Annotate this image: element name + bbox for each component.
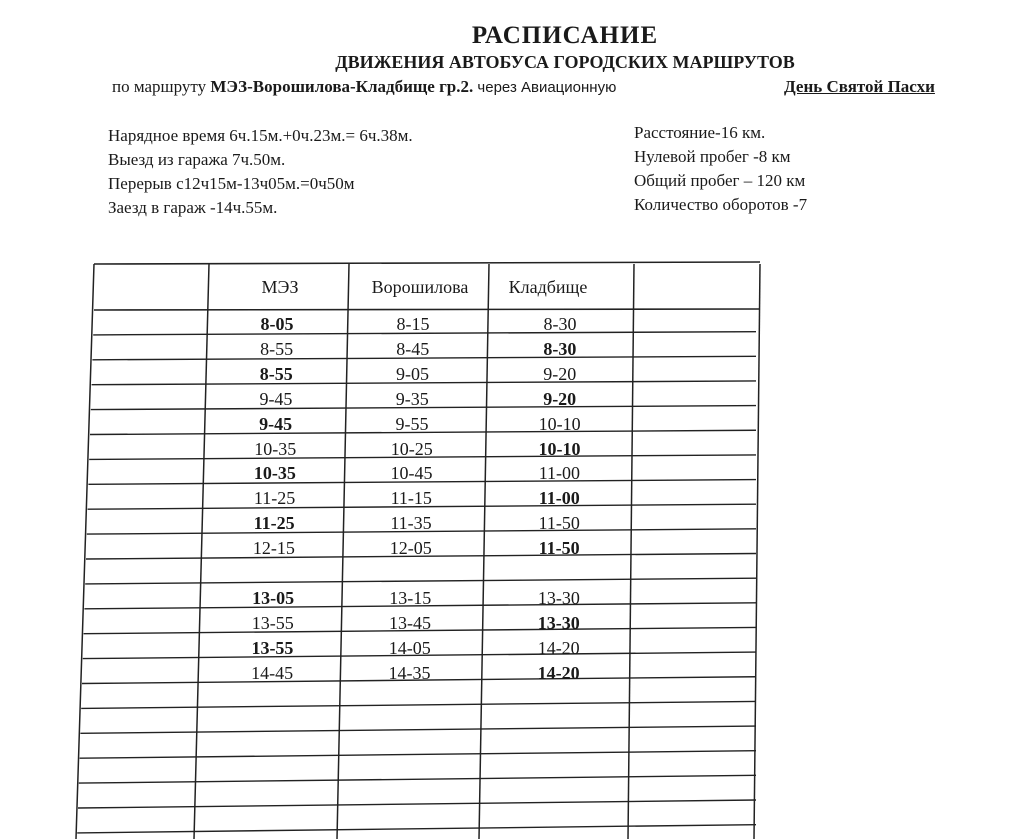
cell-mez: 10-35 [253,463,296,484]
cell-mez: 10-35 [254,438,297,459]
cell-mez: 11-25 [253,488,296,509]
page-title: РАСПИСАНИЕ [471,22,659,49]
page-subtitle: ДВИЖЕНИЯ АВТОБУСА ГОРОДСКИХ МАРШРУТОВ [335,52,795,72]
cell-kladbische: 11-50 [538,538,580,559]
info-left-line: Нарядное время 6ч.15м.+0ч.23м.= 6ч.38м. [108,126,413,145]
grid-line [94,309,760,310]
cell-voroshilova: 13-15 [389,587,432,608]
cell-kladbische: 11-50 [538,513,580,534]
info-right-line: Количество оборотов -7 [634,195,808,214]
cell-kladbische: 14-20 [537,662,580,683]
grid-line [94,262,760,264]
cell-mez: 8-05 [260,314,294,334]
cell-kladbische: 11-00 [538,488,580,509]
grid-line [79,775,756,783]
cell-voroshilova: 11-15 [390,488,432,509]
cell-kladbische: 10-10 [538,413,581,434]
cell-voroshilova: 9-05 [396,363,429,384]
cell-voroshilova: 12-05 [389,538,432,559]
cell-mez: 13-55 [251,637,294,658]
cell-mez: 8-55 [260,338,294,359]
cell-mez: 13-05 [252,587,295,608]
grid-line [76,264,94,839]
grid-line [194,264,209,839]
cell-voroshilova: 10-25 [390,438,433,459]
cell-mez: 13-55 [251,612,294,633]
cell-mez: 8-55 [259,363,293,384]
cell-mez: 12-15 [252,538,295,559]
cell-kladbische: 9-20 [543,363,577,384]
cell-kladbische: 8-30 [543,338,577,359]
info-left-line: Заезд в гараж -14ч.55м. [108,198,278,217]
info-right-line: Расстояние-16 км. [634,123,766,142]
grid-line [80,751,756,759]
cell-mez: 14-45 [251,662,294,683]
info-left-line: Перерыв с12ч15м-13ч05м.=0ч50м [108,174,355,193]
cell-kladbische: 9-20 [543,388,577,409]
cell-kladbische: 13-30 [537,587,580,608]
info-right-line: Общий пробег – 120 км [634,171,806,190]
cell-kladbische: 10-10 [538,438,581,459]
cell-voroshilova: 14-05 [388,637,431,658]
grid-line [479,264,489,839]
grid-line [80,726,756,733]
route-name: МЭЗ-Ворошилова-Кладбище гр.2. [210,77,474,96]
grid-line [754,264,760,839]
grid-line [77,825,756,833]
cell-voroshilova: 8-45 [396,338,430,359]
cell-voroshilova: 11-35 [390,513,432,534]
cell-voroshilova: 9-35 [395,388,429,409]
grid-line [81,701,756,708]
column-header-voroshilova: Ворошилова [371,277,469,297]
route-via: через Авиационную [473,79,617,96]
cell-voroshilova: 10-45 [390,463,433,484]
route-prefix: по маршруту [112,77,211,96]
cell-voroshilova: 13-45 [389,612,431,633]
grid-line [85,578,756,584]
grid-line [78,800,756,808]
cell-mez: 9-45 [259,413,293,434]
cell-voroshilova: 14-35 [388,662,431,683]
cell-kladbische: 13-30 [537,612,580,633]
cell-mez: 9-45 [259,388,293,409]
cell-voroshilova: 8-15 [396,314,430,334]
info-left-line: Выезд из гаража 7ч.50м. [108,150,286,169]
column-header-mez: МЭЗ [261,277,299,297]
cell-mez: 11-25 [253,513,295,534]
cell-kladbische: 8-30 [543,314,577,334]
column-header-kladbische: Кладбище [508,277,588,297]
holiday-label: День Святой Пасхи [784,77,935,96]
cell-kladbische: 14-20 [537,637,580,658]
info-right-line: Нулевой пробег -8 км [634,147,791,166]
cell-voroshilova: 9-55 [395,413,429,434]
cell-kladbische: 11-00 [538,463,581,484]
